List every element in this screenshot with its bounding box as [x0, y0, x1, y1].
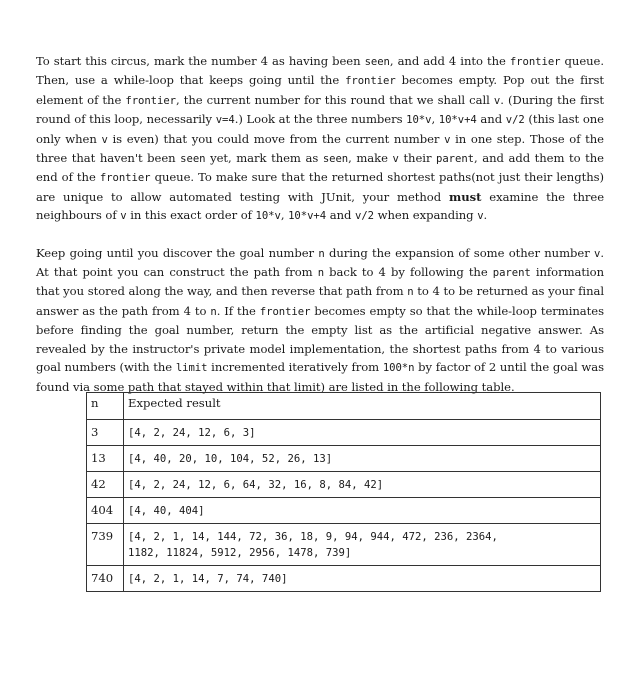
table-row — [87, 566, 601, 592]
document-body — [36, 52, 604, 396]
row-result: [4, 2, 1, 14, 7, 74, 740] — [124, 566, 601, 592]
table-header-row — [87, 393, 601, 420]
row-n: 740 — [87, 566, 124, 592]
row-n: 13 — [87, 446, 124, 472]
expected-results-table — [86, 392, 601, 592]
row-n: 3 — [87, 420, 124, 446]
row-result: [4, 2, 24, 12, 6, 3] — [124, 420, 601, 446]
table-row — [87, 446, 601, 472]
row-result — [124, 524, 601, 566]
paragraph-1: To start this circus, mark the number 4 as having been seen, and add 4 into the frontier queue. Then, use a while-loop that keeps going until the frontier becomes empty. Pop out the first element of the frontier, the current number for this round that we shall call v. (During the first round of this loop, necessarily v=4.) Look at the three numbers 10*v, 10*v+4 and v/2 (this last one only when v is even) that you could move from the current number v in one step. Those of the three that haven't been seen yet, mark them as seen, make v their parent, and add them to the end of the frontier queue. To make sure that the returned shortest paths(not just their lengths) are unique to allow automated testing with JUnit, your method must examine the three neighbours of v in this exact order of 10*v, 10*v+4 and v/2 when expanding v. — [36, 54, 605, 223]
row-n: 42 — [87, 472, 124, 498]
table-row — [87, 498, 601, 524]
table-row — [87, 472, 601, 498]
paragraph-2: Keep going until you discover the goal number n during the expansion of some other number v. At that point you can construct the path from n back to 4 by following the parent information that you stored along the way, and then reverse that path from n to 4 to be returned as your final answer as the path from 4 to n. If the frontier becomes empty so that the while-loop terminates before finding the goal number, return the empty list as the artificial negative answer. As revealed by the instructor's private model implementation, the shortest paths from 4 to various goal numbers (with the limit incremented iteratively from 100*n by factor of 2 until the goal was found via some path that stayed within that limit) are listed in the following table. — [36, 245, 604, 394]
row-n: 404 — [87, 498, 124, 524]
row-result: [4, 2, 24, 12, 6, 64, 32, 16, 8, 84, 42] — [124, 472, 601, 498]
row-result: [4, 40, 20, 10, 104, 52, 26, 13] — [124, 446, 601, 472]
row-result: [4, 40, 404] — [124, 498, 601, 524]
header-n: n — [87, 393, 124, 420]
row-result-line-1: [4, 2, 1, 14, 144, 72, 36, 18, 9, 94, 944, 472, 236, 2364, — [128, 531, 498, 543]
table-row — [87, 420, 601, 446]
row-result-line-2: 1182, 11824, 5912, 2956, 1478, 739] — [128, 547, 352, 559]
row-n: 739 — [87, 524, 124, 566]
header-expected-result: Expected result — [124, 393, 601, 420]
table-row — [87, 524, 601, 566]
